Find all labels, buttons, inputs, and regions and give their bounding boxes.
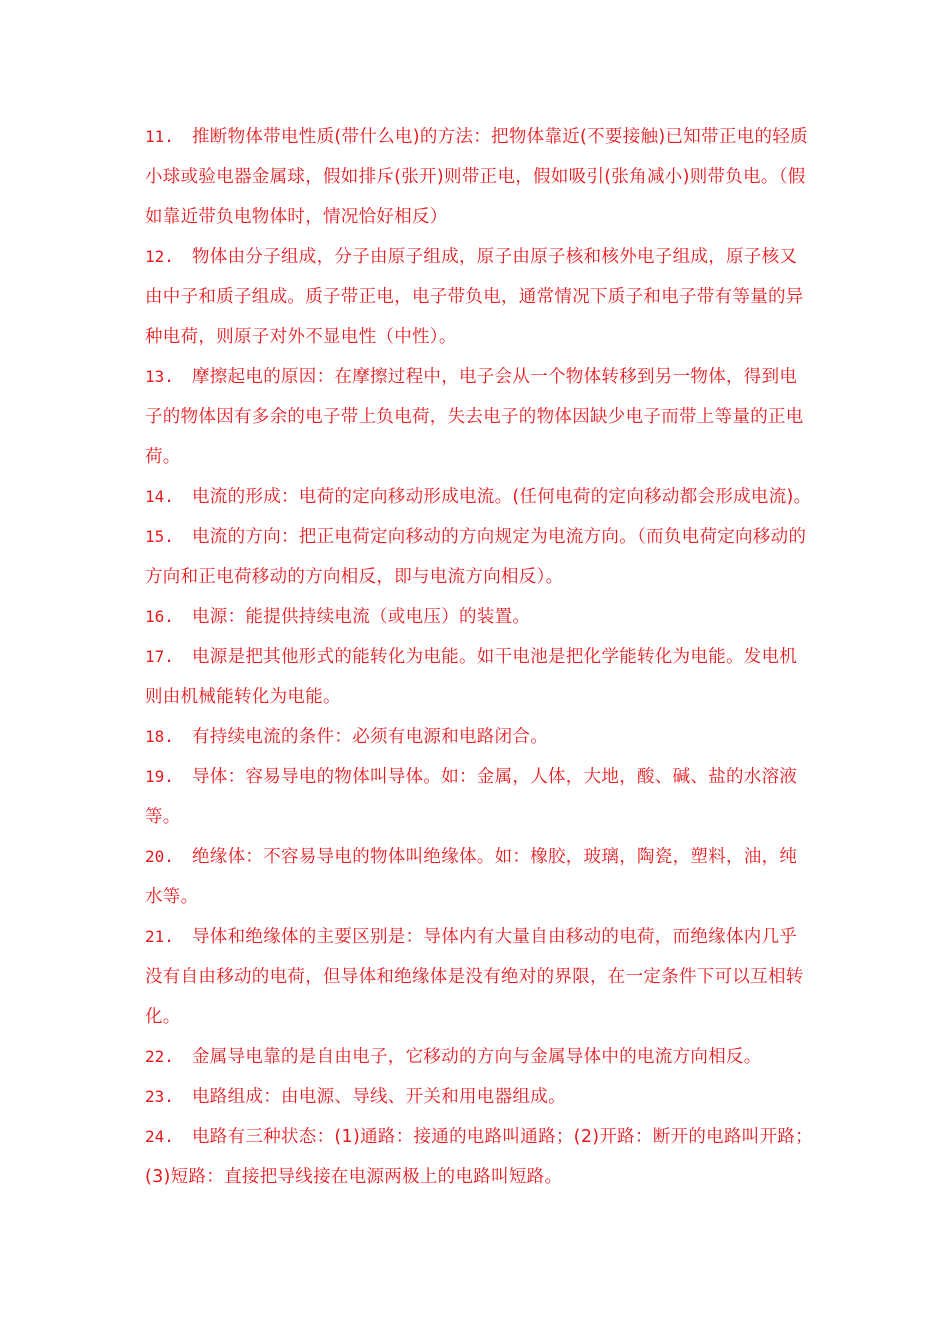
item-text: 电路组成：由电源、导线、开关和用电器组成。	[192, 1087, 566, 1107]
item-text: 有持续电流的条件：必须有电源和电路闭合。	[192, 727, 548, 747]
numbered-list	[145, 117, 813, 1197]
list-item	[145, 1077, 813, 1117]
item-text: 物体由分子组成，分子由原子组成，原子由原子核和核外电子组成，原子核又由中子和质子组成。质子带正电，电子带负电，通常情况下质子和电子带有等量的异种电荷，则原子对外不显电性（中性）。	[145, 247, 804, 347]
item-number: 23.	[145, 1087, 174, 1106]
item-number: 12.	[145, 247, 174, 266]
item-number: 11.	[145, 127, 174, 146]
list-item	[145, 637, 813, 717]
item-number: 15.	[145, 527, 174, 546]
item-text: 导体：容易导电的物体叫导体。如：金属，人体，大地，酸、碱、盐的水溶液等。	[145, 767, 798, 827]
item-number: 14.	[145, 487, 174, 506]
item-text: 摩擦起电的原因：在摩擦过程中，电子会从一个物体转移到另一物体，得到电子的物体因有多余的电子带上负电荷，失去电子的物体因缺少电子而带上等量的正电荷。	[145, 367, 804, 467]
item-text: 推断物体带电性质(带什么电)的方法：把物体靠近(不要接触)已知带正电的轻质小球或验电器金属球，假如排斥(张开)则带正电，假如吸引(张角减小)则带负电。（假如靠近带负电物体时，情况恰好相反）	[145, 127, 808, 227]
item-text: 电流的形成：电荷的定向移动形成电流。(任何电荷的定向移动都会形成电流)。	[192, 487, 812, 507]
item-text: 绝缘体：不容易导电的物体叫绝缘体。如：橡胶，玻璃，陶瓷，塑料，油，纯水等。	[145, 847, 798, 907]
item-number: 18.	[145, 727, 174, 746]
list-item	[145, 477, 813, 517]
list-item	[145, 717, 813, 757]
item-text: 金属导电靠的是自由电子，它移动的方向与金属导体中的电流方向相反。	[192, 1047, 762, 1067]
list-item	[145, 517, 813, 597]
list-item	[145, 917, 813, 1037]
item-number: 17.	[145, 647, 174, 666]
list-item	[145, 597, 813, 637]
list-item	[145, 1037, 813, 1077]
list-item	[145, 117, 813, 237]
item-number: 16.	[145, 607, 174, 626]
item-number: 20.	[145, 847, 174, 866]
item-text: 电路有三种状态：(1)通路：接通的电路叫通路；(2)开路：断开的电路叫开路；(3)短路：直接把导线接在电源两极上的电路叫短路。	[145, 1127, 813, 1187]
list-item	[145, 237, 813, 357]
item-text: 电源：能提供持续电流（或电压）的装置。	[192, 607, 531, 627]
list-item	[145, 757, 813, 837]
item-text: 导体和绝缘体的主要区别是：导体内有大量自由移动的电荷，而绝缘体内几乎没有自由移动的电荷，但导体和绝缘体是没有绝对的界限，在一定条件下可以互相转化。	[145, 927, 804, 1027]
list-item	[145, 357, 813, 477]
item-text: 电源是把其他形式的能转化为电能。如干电池是把化学能转化为电能。发电机则由机械能转化为电能。	[145, 647, 798, 707]
list-item	[145, 1117, 813, 1197]
item-text: 电流的方向：把正电荷定向移动的方向规定为电流方向。（而负电荷定向移动的方向和正电荷移动的方向相反，即与电流方向相反）。	[145, 527, 807, 587]
item-number: 22.	[145, 1047, 174, 1066]
item-number: 13.	[145, 367, 174, 386]
item-number: 21.	[145, 927, 174, 946]
item-number: 19.	[145, 767, 174, 786]
list-item	[145, 837, 813, 917]
item-number: 24.	[145, 1127, 174, 1146]
